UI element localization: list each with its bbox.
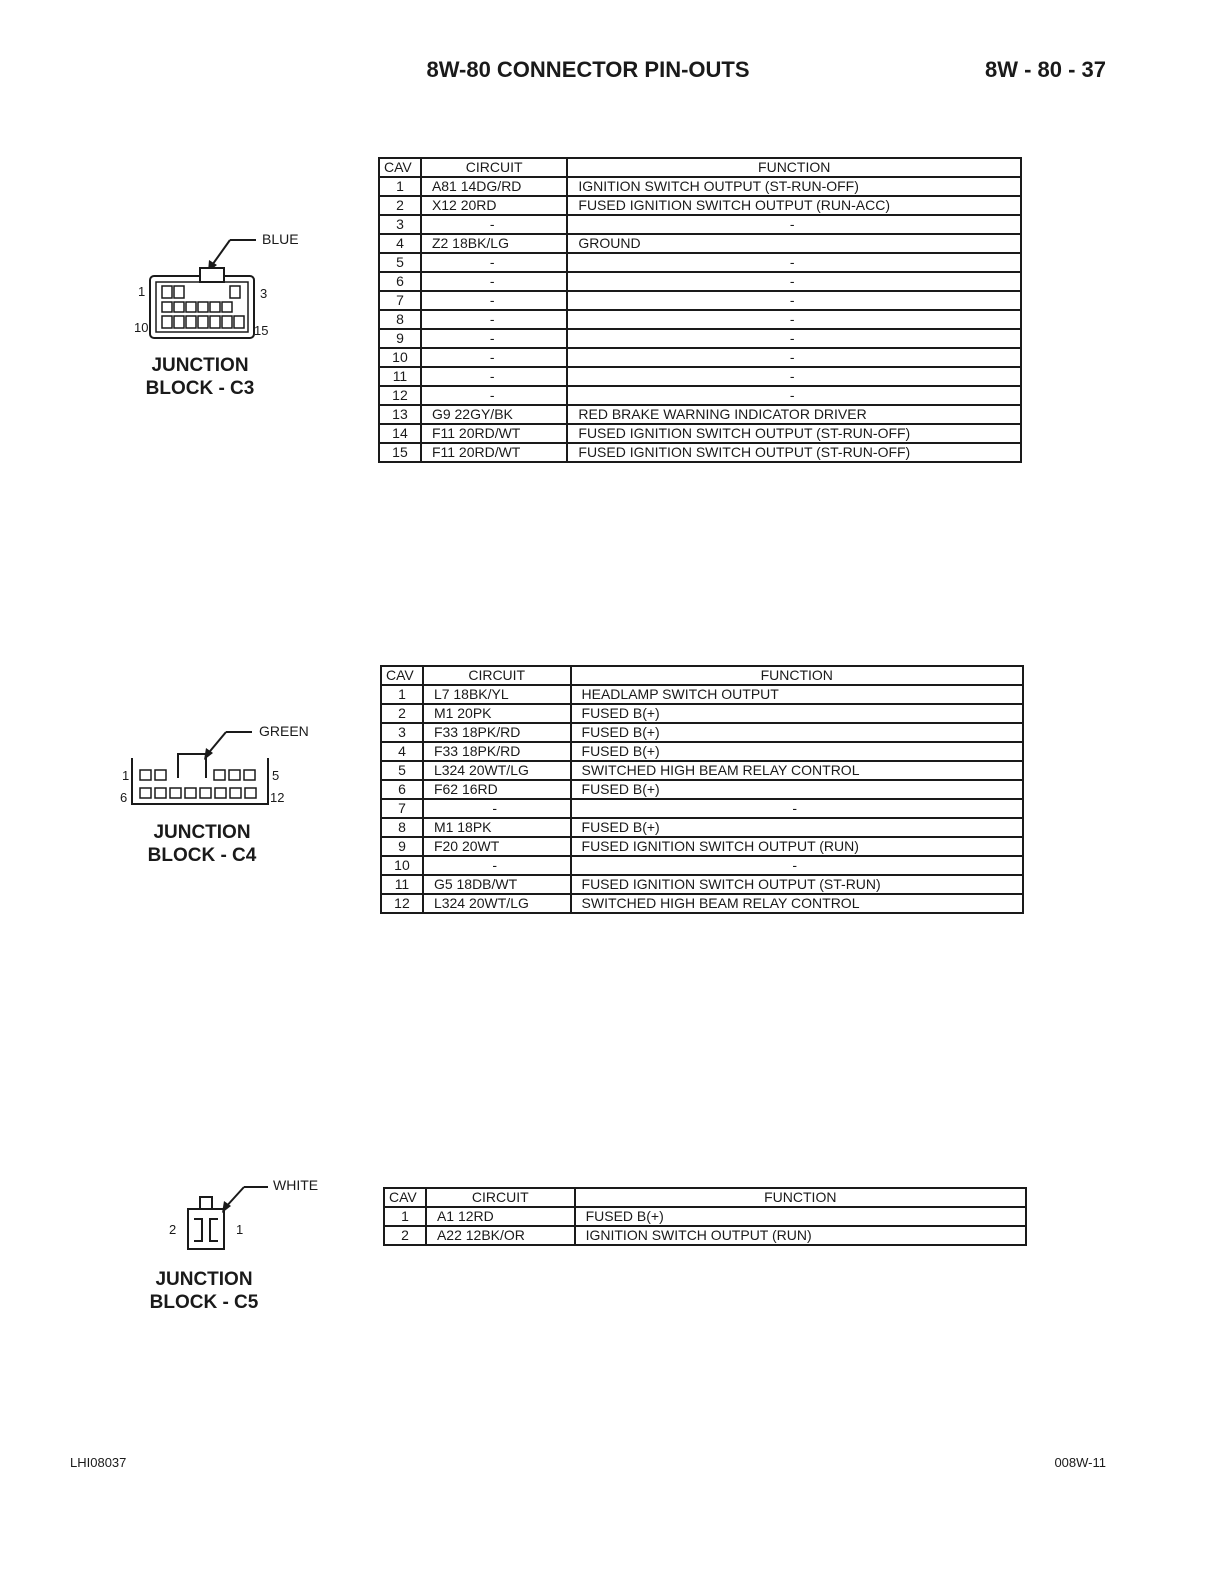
cell-circuit: G9 22GY/BK xyxy=(421,405,567,424)
connector-c5-table xyxy=(383,1187,1027,1246)
column-header-function: FUNCTION xyxy=(567,158,1021,177)
cell-function: FUSED B(+) xyxy=(575,1207,1026,1226)
table-row xyxy=(379,405,1021,424)
cell-cav: 2 xyxy=(381,704,423,723)
cell-cav: 3 xyxy=(379,215,421,234)
cell-circuit: L7 18BK/YL xyxy=(423,685,571,704)
table-row xyxy=(379,215,1021,234)
cell-cav: 6 xyxy=(379,272,421,291)
cell-function: - xyxy=(567,253,1021,272)
connector-c3-pin-label: 3 xyxy=(260,286,268,301)
table-row xyxy=(381,818,1023,837)
table-row xyxy=(379,443,1021,462)
table-row xyxy=(381,742,1023,761)
connector-c3-pin-label: 15 xyxy=(254,323,269,338)
table-row xyxy=(381,875,1023,894)
cell-function: FUSED B(+) xyxy=(571,704,1023,723)
cell-cav: 7 xyxy=(379,291,421,310)
cell-function: - xyxy=(567,329,1021,348)
cell-circuit: F11 20RD/WT xyxy=(421,424,567,443)
cell-cav: 5 xyxy=(379,253,421,272)
cell-function: - xyxy=(571,856,1023,875)
table-row xyxy=(379,386,1021,405)
cell-function: FUSED B(+) xyxy=(571,818,1023,837)
table-row xyxy=(381,780,1023,799)
table-header-row xyxy=(384,1188,1026,1207)
cell-cav: 14 xyxy=(379,424,421,443)
cell-cav: 12 xyxy=(379,386,421,405)
column-header-circuit: CIRCUIT xyxy=(426,1188,575,1207)
cell-circuit: X12 20RD xyxy=(421,196,567,215)
cell-cav: 2 xyxy=(379,196,421,215)
cell-cav: 1 xyxy=(379,177,421,196)
cell-cav: 11 xyxy=(379,367,421,386)
cell-function: FUSED IGNITION SWITCH OUTPUT (ST-RUN-OFF) xyxy=(567,443,1021,462)
cell-function: FUSED B(+) xyxy=(571,742,1023,761)
column-header-function: FUNCTION xyxy=(575,1188,1026,1207)
cell-cav: 15 xyxy=(379,443,421,462)
column-header-cav: CAV xyxy=(381,666,423,685)
cell-circuit: M1 18PK xyxy=(423,818,571,837)
cell-function: IGNITION SWITCH OUTPUT (ST-RUN-OFF) xyxy=(567,177,1021,196)
cell-circuit: - xyxy=(421,215,567,234)
cell-circuit: - xyxy=(421,272,567,291)
page-header xyxy=(70,56,1106,86)
cell-function: - xyxy=(571,799,1023,818)
table-row xyxy=(381,685,1023,704)
cell-cav: 4 xyxy=(381,742,423,761)
cell-circuit: F11 20RD/WT xyxy=(421,443,567,462)
cell-circuit: A1 12RD xyxy=(426,1207,575,1226)
column-header-cav: CAV xyxy=(379,158,421,177)
table-row xyxy=(379,291,1021,310)
cell-function: - xyxy=(567,367,1021,386)
cell-cav: 10 xyxy=(379,348,421,367)
cell-circuit: L324 20WT/LG xyxy=(423,894,571,913)
cell-cav: 1 xyxy=(381,685,423,704)
connector-c5-name: JUNCTION BLOCK - C5 xyxy=(149,1269,259,1313)
cell-function: - xyxy=(567,215,1021,234)
cell-cav: 8 xyxy=(381,818,423,837)
cell-circuit: - xyxy=(423,799,571,818)
table-header-row xyxy=(381,666,1023,685)
table-row xyxy=(379,424,1021,443)
cell-cav: 11 xyxy=(381,875,423,894)
page-title: 8W-80 CONNECTOR PIN-OUTS xyxy=(70,56,1106,84)
table-row xyxy=(381,856,1023,875)
cell-circuit: - xyxy=(421,310,567,329)
cell-cav: 12 xyxy=(381,894,423,913)
cell-function: - xyxy=(567,386,1021,405)
table-row xyxy=(379,329,1021,348)
cell-circuit: - xyxy=(423,856,571,875)
table-row xyxy=(384,1226,1026,1245)
cell-function: FUSED B(+) xyxy=(571,723,1023,742)
connector-c4-pin-label: 6 xyxy=(120,790,128,805)
cell-circuit: F33 18PK/RD xyxy=(423,742,571,761)
table-row xyxy=(379,348,1021,367)
cell-circuit: G5 18DB/WT xyxy=(423,875,571,894)
connector-c4-pin-label: 12 xyxy=(270,790,285,805)
connector-c3-pin-label: 10 xyxy=(134,320,149,335)
footer-figure-id: LHI08037 xyxy=(70,1455,127,1470)
cell-cav: 7 xyxy=(381,799,423,818)
connector-c4-pin-label: 1 xyxy=(122,768,130,783)
cell-function: - xyxy=(567,310,1021,329)
table-row xyxy=(379,253,1021,272)
connector-c3-table xyxy=(378,157,1022,463)
connector-c3-name: JUNCTION BLOCK - C3 xyxy=(145,355,255,399)
column-header-circuit: CIRCUIT xyxy=(423,666,571,685)
connector-c3-pin-label: 1 xyxy=(138,284,146,299)
connector-c4-name: JUNCTION BLOCK - C4 xyxy=(147,822,257,866)
cell-cav: 13 xyxy=(379,405,421,424)
cell-function: IGNITION SWITCH OUTPUT (RUN) xyxy=(575,1226,1026,1245)
cell-cav: 1 xyxy=(384,1207,426,1226)
cell-circuit: A22 12BK/OR xyxy=(426,1226,575,1245)
cell-circuit: - xyxy=(421,291,567,310)
table-row xyxy=(379,196,1021,215)
cell-function: FUSED IGNITION SWITCH OUTPUT (ST-RUN) xyxy=(571,875,1023,894)
table-row xyxy=(381,837,1023,856)
cell-circuit: - xyxy=(421,253,567,272)
cell-cav: 10 xyxy=(381,856,423,875)
table-row xyxy=(379,234,1021,253)
cell-circuit: F62 16RD xyxy=(423,780,571,799)
connector-c4-color: GREEN xyxy=(259,723,309,739)
page-number: 8W - 80 - 37 xyxy=(984,57,1106,82)
cell-cav: 4 xyxy=(379,234,421,253)
cell-function: FUSED IGNITION SWITCH OUTPUT (RUN) xyxy=(571,837,1023,856)
cell-cav: 3 xyxy=(381,723,423,742)
table-row xyxy=(381,799,1023,818)
cell-circuit: - xyxy=(421,348,567,367)
cell-function: HEADLAMP SWITCH OUTPUT xyxy=(571,685,1023,704)
cell-circuit: - xyxy=(421,367,567,386)
cell-cav: 8 xyxy=(379,310,421,329)
table-row xyxy=(379,272,1021,291)
table-row xyxy=(384,1207,1026,1226)
cell-circuit: M1 20PK xyxy=(423,704,571,723)
connector-c5-pin-label: 1 xyxy=(236,1222,244,1237)
cell-function: RED BRAKE WARNING INDICATOR DRIVER xyxy=(567,405,1021,424)
connector-c5-color: WHITE xyxy=(273,1177,319,1193)
cell-function: GROUND xyxy=(567,234,1021,253)
cell-function: - xyxy=(567,348,1021,367)
cell-cav: 2 xyxy=(384,1226,426,1245)
cell-function: - xyxy=(567,291,1021,310)
cell-function: FUSED B(+) xyxy=(571,780,1023,799)
connector-c3-color: BLUE xyxy=(262,231,299,247)
cell-circuit: F33 18PK/RD xyxy=(423,723,571,742)
footer-code: 008W-11 xyxy=(1054,1455,1106,1470)
connector-c4-table xyxy=(380,665,1024,914)
cell-circuit: L324 20WT/LG xyxy=(423,761,571,780)
cell-function: FUSED IGNITION SWITCH OUTPUT (RUN-ACC) xyxy=(567,196,1021,215)
table-header-row xyxy=(379,158,1021,177)
cell-cav: 5 xyxy=(381,761,423,780)
column-header-function: FUNCTION xyxy=(571,666,1023,685)
cell-circuit: - xyxy=(421,329,567,348)
cell-circuit: - xyxy=(421,386,567,405)
connector-c5-pin-label: 2 xyxy=(169,1222,177,1237)
table-row xyxy=(379,177,1021,196)
table-row xyxy=(379,367,1021,386)
cell-function: FUSED IGNITION SWITCH OUTPUT (ST-RUN-OFF) xyxy=(567,424,1021,443)
cell-function: SWITCHED HIGH BEAM RELAY CONTROL xyxy=(571,894,1023,913)
connector-c4-pin-label: 5 xyxy=(272,768,280,783)
cell-cav: 6 xyxy=(381,780,423,799)
cell-circuit: A81 14DG/RD xyxy=(421,177,567,196)
cell-function: - xyxy=(567,272,1021,291)
table-row xyxy=(381,723,1023,742)
cell-cav: 9 xyxy=(381,837,423,856)
table-row xyxy=(381,761,1023,780)
table-row xyxy=(379,310,1021,329)
cell-circuit: F20 20WT xyxy=(423,837,571,856)
cell-cav: 9 xyxy=(379,329,421,348)
column-header-cav: CAV xyxy=(384,1188,426,1207)
cell-function: SWITCHED HIGH BEAM RELAY CONTROL xyxy=(571,761,1023,780)
table-row xyxy=(381,704,1023,723)
column-header-circuit: CIRCUIT xyxy=(421,158,567,177)
table-row xyxy=(381,894,1023,913)
cell-circuit: Z2 18BK/LG xyxy=(421,234,567,253)
